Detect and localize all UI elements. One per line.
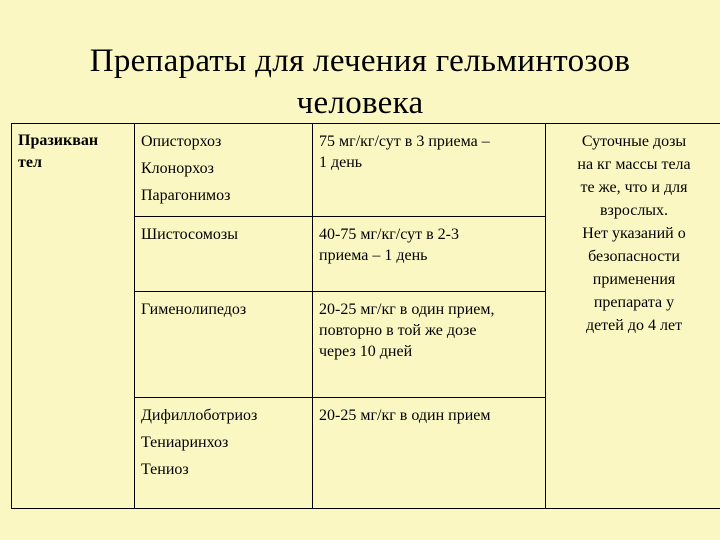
note-line: безопасности <box>588 248 680 265</box>
dose-line: 75 мг/кг/сут в 3 приема – <box>319 133 490 150</box>
note-line: Суточные дозы <box>581 133 687 150</box>
disease-item: Парагонимоз <box>141 187 231 204</box>
note-cell <box>546 124 720 509</box>
drug-name-line: Празикван <box>18 132 99 149</box>
note-line: взрослых. <box>599 202 669 219</box>
drug-name-cell <box>12 124 135 509</box>
dose-line: 1 день <box>319 154 363 171</box>
disease-cell <box>135 398 313 509</box>
slide-title <box>20 40 700 124</box>
title-line-2: человека <box>296 85 424 121</box>
disease-item: Тениоз <box>141 461 189 478</box>
note-line: применения <box>592 271 676 288</box>
disease-item: Шистосомозы <box>141 226 238 243</box>
dose-cell <box>313 217 546 292</box>
dose-cell <box>313 124 546 217</box>
dose-line: 20-25 мг/кг в один прием, <box>319 301 495 318</box>
title-line-1: Препараты для лечения гельминтозов <box>89 43 631 79</box>
disease-item: Клонорхоз <box>141 160 214 177</box>
note-line: детей до 4 лет <box>585 317 683 334</box>
table-row <box>12 124 720 217</box>
note-line: Нет указаний о <box>582 225 686 242</box>
note-line: на кг массы тела <box>577 156 691 173</box>
disease-item: Описторхоз <box>141 133 222 150</box>
disease-item: Гименолипедоз <box>141 301 247 318</box>
disease-cell <box>135 292 313 398</box>
dose-line: повторно в той же дозе <box>319 322 477 339</box>
dose-cell <box>313 398 546 509</box>
disease-item: Дифиллоботриоз <box>141 407 258 424</box>
dose-cell <box>313 292 546 398</box>
disease-cell <box>135 124 313 217</box>
drug-table <box>11 123 720 509</box>
note-line: те же, что и для <box>580 179 688 196</box>
dose-line: 40-75 мг/кг/сут в 2-3 <box>319 226 460 243</box>
disease-cell <box>135 217 313 292</box>
dose-line: приема – 1 день <box>319 247 428 264</box>
dose-line: через 10 дней <box>319 343 413 360</box>
note-line: препарата у <box>593 294 675 311</box>
dose-line: 20-25 мг/кг в один прием <box>319 407 491 424</box>
drug-name-line: тел <box>18 154 42 171</box>
disease-item: Тениаринхоз <box>141 434 229 451</box>
